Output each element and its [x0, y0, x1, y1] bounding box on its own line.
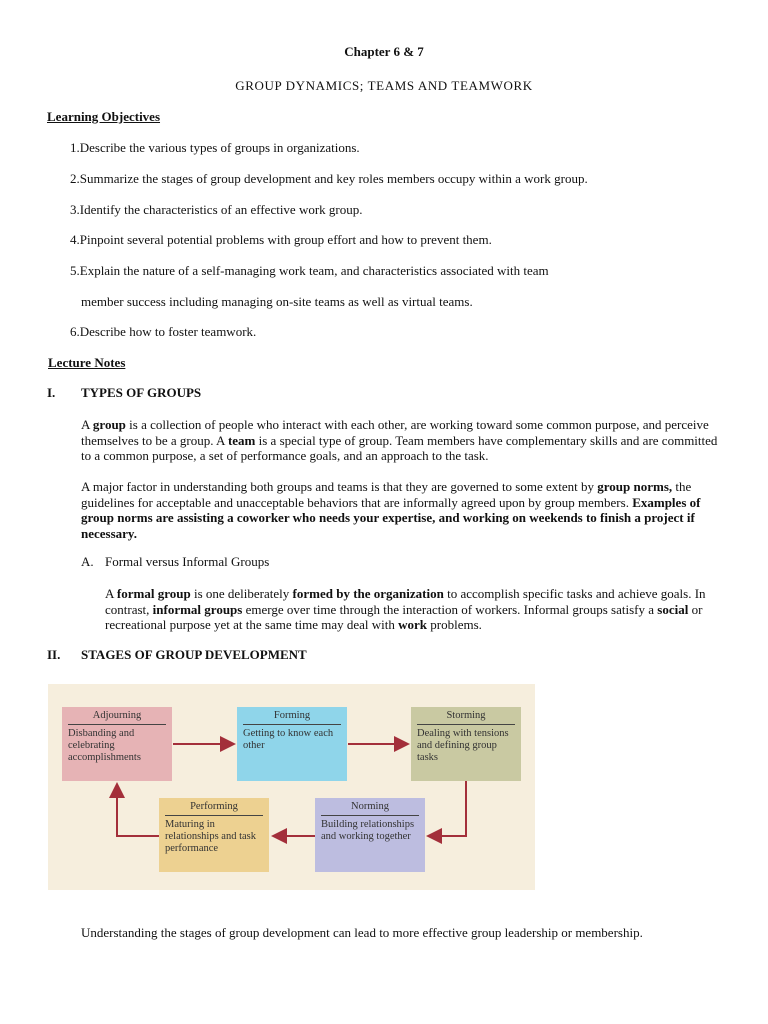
text: A — [81, 417, 93, 432]
arrow-performing-to-adjourning — [117, 786, 159, 836]
item-text: Explain the nature of a self-managing work team, and characteristics associated with team — [79, 263, 549, 278]
item-number: 1. — [70, 140, 80, 155]
item-text: Identify the characteristics of an effective work group. — [79, 202, 363, 217]
section-number: I. — [47, 385, 56, 400]
objective-item — [70, 324, 256, 340]
bold-text: Examples of group norms are assisting a coworker who needs your expertise, and working on weekends to finish a project if necessary. — [81, 494, 701, 541]
bold-term: social — [657, 601, 689, 617]
stage-forming — [237, 707, 347, 781]
item-number: 5. — [70, 263, 80, 278]
stage-name: Norming — [321, 801, 419, 816]
item-text: Summarize the stages of group development and key roles members occupy within a work group. — [79, 171, 588, 186]
text: is a collection of people who interact with each other, are working toward some common purpose, and perceive themselves to be a group. A — [81, 417, 709, 448]
chapter-label: Chapter 6 & 7 — [344, 44, 424, 59]
objective-item — [70, 232, 492, 248]
text: A — [105, 586, 117, 601]
stage-name: Performing — [165, 801, 263, 816]
text: the guidelines for acceptable and unacceptable behaviors that are informally agreed upon by group members. — [81, 479, 692, 510]
paragraph-formal-informal — [105, 586, 725, 633]
item-text: Describe the various types of groups in organizations. — [79, 140, 360, 155]
objective-item — [70, 202, 363, 218]
text: A major factor in understanding both groups and teams is that they are governed to some extent by — [81, 479, 598, 494]
stage-performing — [159, 798, 269, 872]
bold-term: formed by the organization — [292, 586, 444, 601]
stage-adjourning — [62, 707, 172, 781]
objective-item-continuation: member success including managing on-site teams as well as virtual teams. — [81, 294, 473, 309]
objective-item — [70, 171, 588, 187]
bold-term: formal group — [116, 586, 191, 601]
stage-storming — [411, 707, 521, 781]
section-number: II. — [47, 647, 61, 662]
stage-description: Maturing in relationships and task performance — [165, 819, 256, 854]
bold-term: group norms, — [597, 479, 673, 494]
item-number: 4. — [70, 232, 80, 247]
objective-item — [70, 140, 360, 156]
arrow-storming-to-norming — [430, 781, 466, 836]
objective-item — [70, 263, 549, 279]
text: is a special type of group. Team members have complementary skills and are committed to a common purpose, a set of performance goals, and an approach to the task. — [81, 432, 718, 463]
section-heading: STAGES OF GROUP DEVELOPMENT — [81, 647, 307, 662]
paragraph-group-norms — [81, 479, 721, 541]
item-number: 6. — [70, 324, 80, 339]
text: emerge over time through the interaction of workers. Informal groups satisfy a — [242, 601, 658, 617]
paragraph-group-definition — [81, 417, 729, 464]
stage-description: Dealing with tensions and defining group tasks — [417, 728, 509, 763]
stage-description: Building relationships and working together — [321, 819, 415, 842]
document-title: GROUP DYNAMICS; TEAMS AND TEAMWORK — [235, 78, 533, 93]
stage-name: Forming — [243, 710, 341, 725]
subsection-heading: Formal versus Informal Groups — [105, 554, 270, 569]
item-text: Describe how to foster teamwork. — [79, 324, 257, 339]
item-text: Pinpoint several potential problems with group effort and how to prevent them. — [79, 232, 492, 247]
bold-term: work — [398, 617, 427, 632]
text: problems. — [427, 617, 482, 632]
stage-description: Getting to know each other — [243, 728, 334, 751]
group-development-diagram — [48, 684, 535, 890]
learning-objectives-heading: Learning Objectives — [47, 109, 161, 124]
stage-description: Disbanding and celebrating accomplishments — [68, 728, 141, 763]
bold-term: group — [92, 417, 126, 432]
lecture-notes-heading: Lecture Notes — [48, 355, 126, 370]
text: is one deliberately — [190, 586, 293, 601]
item-number: 2. — [70, 171, 80, 186]
bold-term: team — [227, 432, 256, 448]
closing-sentence: Understanding the stages of group development can lead to more effective group leadership or membership. — [81, 925, 643, 940]
item-number: 3. — [70, 202, 80, 217]
section-heading: TYPES OF GROUPS — [81, 385, 202, 400]
bold-term: informal groups — [152, 601, 243, 617]
stage-name: Adjourning — [68, 710, 166, 725]
text: to accomplish specific tasks and achieve goals. In contrast, — [105, 586, 706, 617]
text: or recreational purpose yet at the same time may deal with — [105, 601, 703, 632]
subsection-number: A. — [81, 554, 94, 569]
stage-norming — [315, 798, 425, 872]
stage-name: Storming — [417, 710, 515, 725]
